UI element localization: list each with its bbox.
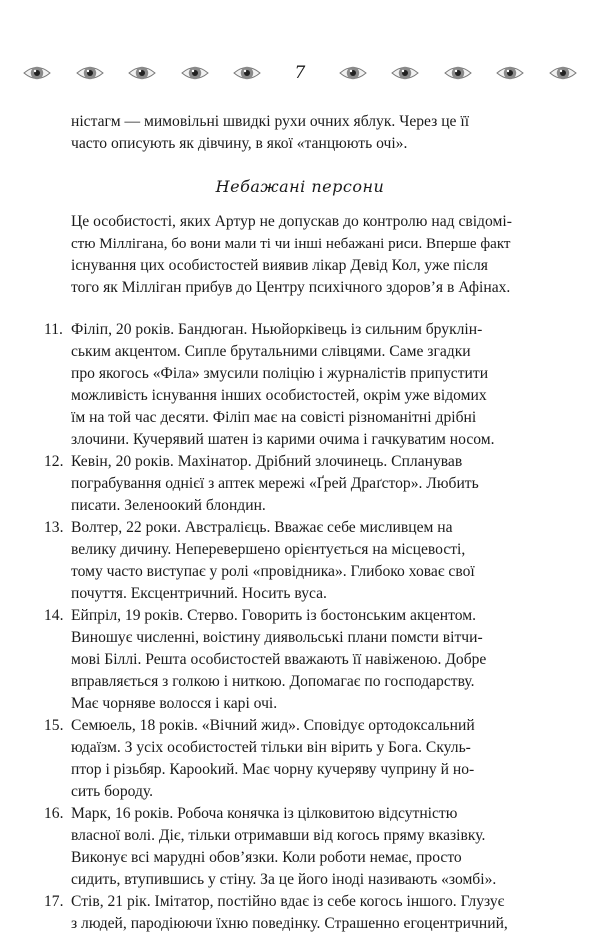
section-title: Небажані персони [215, 177, 385, 196]
text-line: Виконує всі марудні обов’язки. Коли роботи немає, просто [71, 849, 462, 866]
eye-icon [338, 63, 368, 83]
eye-icon [127, 63, 157, 83]
text-line: сить бороду. [71, 783, 154, 800]
list-item [44, 319, 514, 451]
text-line: птор і різьбяр. Карookий. Має чорну кучеряву чуприну й но- [71, 761, 475, 778]
item-text [71, 715, 514, 803]
text-line: Стів, 21 рік. Імітатор, постійно вдає із себе когось іншого. Глузує [71, 893, 505, 910]
page-number: 7 [294, 63, 306, 83]
item-text [71, 319, 514, 451]
item-text [71, 517, 514, 605]
text-line: злочини. Кучерявий шатен із карими очима і гачкуватим носом. [71, 431, 495, 448]
text-line: Це особистості, яких Артур не допускав до контролю над свідомі- [71, 213, 512, 230]
list-item [44, 715, 514, 803]
text-line: Семюель, 18 років. «Вічний жид». Сповідує ортодоксальний [71, 717, 475, 734]
text-line: Кевін, 20 років. Махінатор. Дрібний злочинець. Спланував [71, 453, 463, 470]
list-item [44, 605, 514, 715]
text-line: власної волі. Діє, тільки отримавши від когось пряму вказівку. [71, 827, 486, 844]
item-text [71, 891, 514, 935]
item-number: 13. [44, 519, 64, 536]
section-paragraph [71, 211, 513, 299]
text-line: Волтер, 22 роки. Австралієць. Вважає себе мисливцем на [71, 519, 453, 536]
list-item [44, 517, 514, 605]
eye-icon [390, 63, 420, 83]
text-line: почуття. Ексцентричний. Носить вуса. [71, 585, 327, 602]
eye-icon [75, 63, 105, 83]
item-number: 12. [44, 453, 64, 470]
text-line: можливість існування інших особистостей, окрім уже відомих [71, 387, 487, 404]
item-number: 14. [44, 607, 64, 624]
item-text [71, 451, 514, 517]
item-number: 11. [44, 321, 63, 338]
item-text [71, 803, 514, 891]
text-line: часто описують як дівчину, в якої «танцюють очі». [71, 135, 408, 152]
list-item [44, 891, 514, 935]
text-line: існування цих особистостей виявив лікар Девід Кол, уже після [71, 257, 488, 274]
personality-list [44, 319, 514, 935]
eye-icon [22, 63, 52, 83]
text-line: Філіп, 20 років. Бандюган. Ньюйорківець із сильним бруклін- [71, 321, 483, 338]
text-line: вправляється з голкою і ниткою. Допомагає по господарству. [71, 673, 475, 690]
text-line: Виношує численні, воістину диявольські плани помсти вітчи- [71, 629, 483, 646]
text-line: того як Мілліган прибув до Центру психічного здоров’я в Афінах. [71, 279, 511, 296]
text-line: стю Міллігана, бо вони мали ті чи інші небажані риси. Вперше факт [71, 236, 511, 252]
item-number: 15. [44, 717, 64, 734]
text-line: пограбування однієї з аптек мережі «Ґрей Драґстор». Любить [71, 475, 479, 492]
item-number: 17. [44, 893, 64, 910]
eye-icon [443, 63, 473, 83]
text-line: Марк, 16 років. Робоча конячка із цілковитою відсутністю [71, 805, 458, 822]
text-line: сидить, втупившись у стіну. За це його іноді називають «зомбі». [71, 871, 497, 888]
text-line: велику дичину. Неперевершено орієнтується на місцевості, [71, 541, 466, 558]
text-line: з людей, пародіюючи їхню поведінку. Страшенно егоцентричний, [71, 915, 508, 932]
text-line: юдаїзм. З усіх особистостей тільки він вірить у Бога. Скуль- [71, 739, 471, 756]
intro-text [71, 111, 513, 155]
item-number: 16. [44, 805, 64, 822]
page-header [22, 56, 578, 90]
text-line: про якогось «Філа» змусили поліцію і журналістів припустити [71, 365, 489, 382]
eye-icon [232, 63, 262, 83]
text-line: їм на той час десяти. Філіп має на совісті різноманітні дрібні [71, 409, 477, 426]
text-line: писати. Зеленоокий блондин. [71, 497, 266, 514]
text-line: ським акцентом. Сипле брутальними слівцями. Саме згадки [71, 343, 471, 360]
eye-icon [495, 63, 525, 83]
text-line: мові Біллі. Решта особистостей вважають її навіженою. Добре [71, 651, 487, 668]
eye-icon [180, 63, 210, 83]
text-line: Ейпріл, 19 років. Стерво. Говорить із бостонським акцентом. [71, 607, 477, 624]
text-line: тому часто виступає у ролі «провідника». Глибоко ховає свої [71, 563, 475, 580]
text-line: ністагм — мимовільні швидкі рухи очних яблук. Через це її [71, 113, 470, 130]
item-text [71, 605, 514, 715]
text-line: Має чорняве волосся і карі очі. [71, 695, 278, 712]
list-item [44, 451, 514, 517]
list-item [44, 803, 514, 891]
eye-icon [548, 63, 578, 83]
